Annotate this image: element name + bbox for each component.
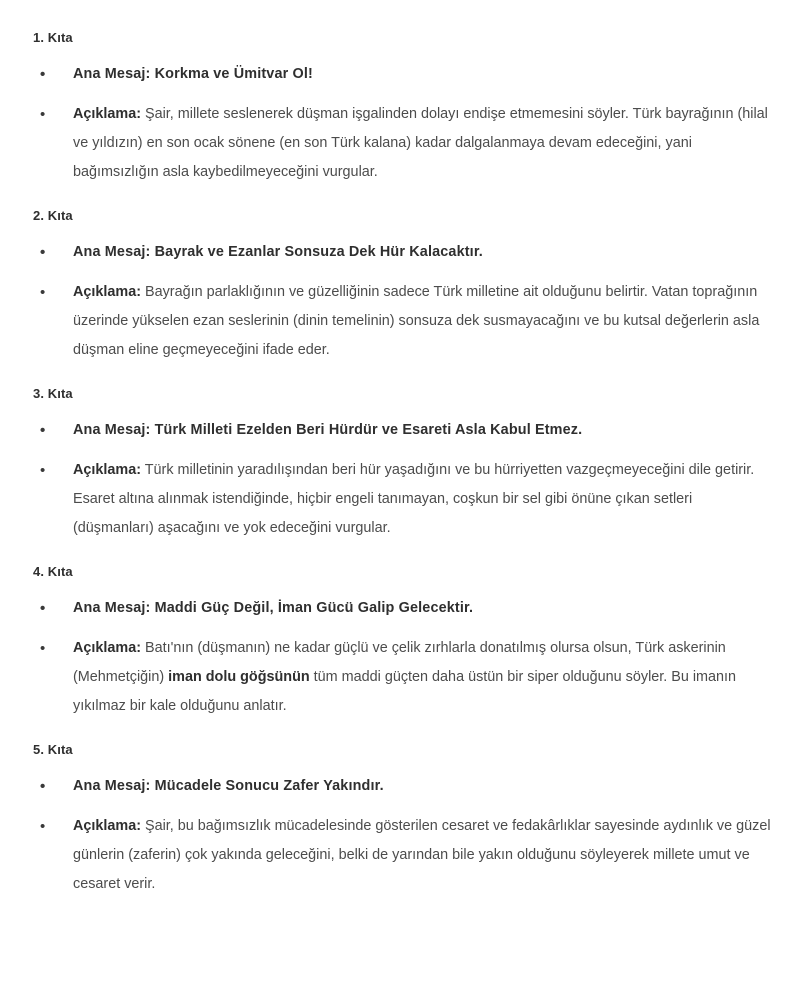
explanation-3: [33, 456, 775, 543]
stanza-bullet-list-4: [33, 594, 775, 721]
explanation-5: [33, 812, 775, 899]
explanation-label-1: Açıklama:: [73, 106, 141, 122]
stanza-heading-4: 4. Kıta: [33, 564, 73, 579]
stanza-section-2: [33, 206, 775, 365]
stanza-section-4: [33, 562, 775, 721]
stanza-bullet-list-5: [33, 772, 775, 899]
explanation-text-before-3: Türk milletinin yaradılışından beri hür yaşadığını ve bu hürriyetten vazgeçmeyeceğini dile getirir. Esaret altına alınmak istendiğinde, hiçbir engeli tanımayan, coşkun bir sel gibi önüne çıkan setleri (düşmanları) aşacağını ve yok edeceğini vurgular.: [73, 462, 755, 536]
main-message-5: • Ana Mesaj: Mücadele Sonucu Zafer Yakındır.: [33, 772, 775, 801]
stanza-heading-1: 1. Kıta: [33, 30, 73, 45]
stanza-bullet-list-3: [33, 416, 775, 543]
stanza-heading-3: 3. Kıta: [33, 386, 73, 401]
stanza-bullet-list-1: [33, 60, 775, 187]
stanza-section-3: [33, 384, 775, 543]
explanation-label-3: Açıklama:: [73, 462, 141, 478]
explanation-text-before-1: Şair, millete seslenerek düşman işgalinden dolayı endişe etmemesini söyler. Türk bayrağının (hilal ve yıldızın) en son ocak sönene (en son Türk kalana) kadar dalgalanmaya devam edeceğini, yani bağımsızlığın asla kaybedilmeyeceğini vurgular.: [73, 106, 768, 180]
stanza-heading-5: 5. Kıta: [33, 742, 73, 757]
explanation-label-2: Açıklama:: [73, 284, 141, 300]
main-message-4: • Ana Mesaj: Maddi Güç Değil, İman Gücü Galip Gelecektir.: [33, 594, 775, 623]
explanation-text-before-2: Bayrağın parlaklığının ve güzelliğinin sadece Türk milletine ait olduğunu belirtir. Vatan toprağının üzerinde yükselen ezan seslerinin (dinin temelinin) sonsuza dek susmayacağını ve bu kutsal değerlerin asla düşman eline geçmeyeceğini ifade eder.: [73, 284, 760, 358]
explanation-text-after-4: tüm maddi güçten daha üstün bir siper olduğunu söyler. Bu imanın yıkılmaz bir kale olduğunu anlatır.: [73, 669, 737, 714]
explanation-text-before-5: Şair, bu bağımsızlık mücadelesinde gösterilen cesaret ve fedakârlıklar sayesinde aydınlık ve güzel günlerin (zaferin) çok yakında geleceğini, belki de yarından bile yakın olduğunu söyleyerek millete umut ve cesaret verir.: [73, 818, 771, 892]
explanation-2: [33, 278, 775, 365]
stanza-bullet-list-2: [33, 238, 775, 365]
main-message-1: • Ana Mesaj: Korkma ve Ümitvar Ol!: [33, 60, 775, 89]
stanza-heading-2: 2. Kıta: [33, 208, 73, 223]
explanation-4: [33, 634, 775, 721]
explanation-label-5: Açıklama:: [73, 818, 141, 834]
explanation-text-before-4: Batı'nın (düşmanın) ne kadar güçlü ve çelik zırhlarla donatılmış olursa olsun, Türk askerinin (Mehmetçiğin): [73, 640, 726, 685]
explanation-emphasis-4: iman dolu göğsünün: [168, 669, 310, 685]
explanation-1: [33, 100, 775, 187]
stanza-section-5: [33, 740, 775, 899]
stanza-section-1: [33, 28, 775, 187]
explanation-label-4: Açıklama:: [73, 640, 141, 656]
main-message-3: • Ana Mesaj: Türk Milleti Ezelden Beri Hürdür ve Esareti Asla Kabul Etmez.: [33, 416, 775, 445]
main-message-2: • Ana Mesaj: Bayrak ve Ezanlar Sonsuza Dek Hür Kalacaktır.: [33, 238, 775, 267]
